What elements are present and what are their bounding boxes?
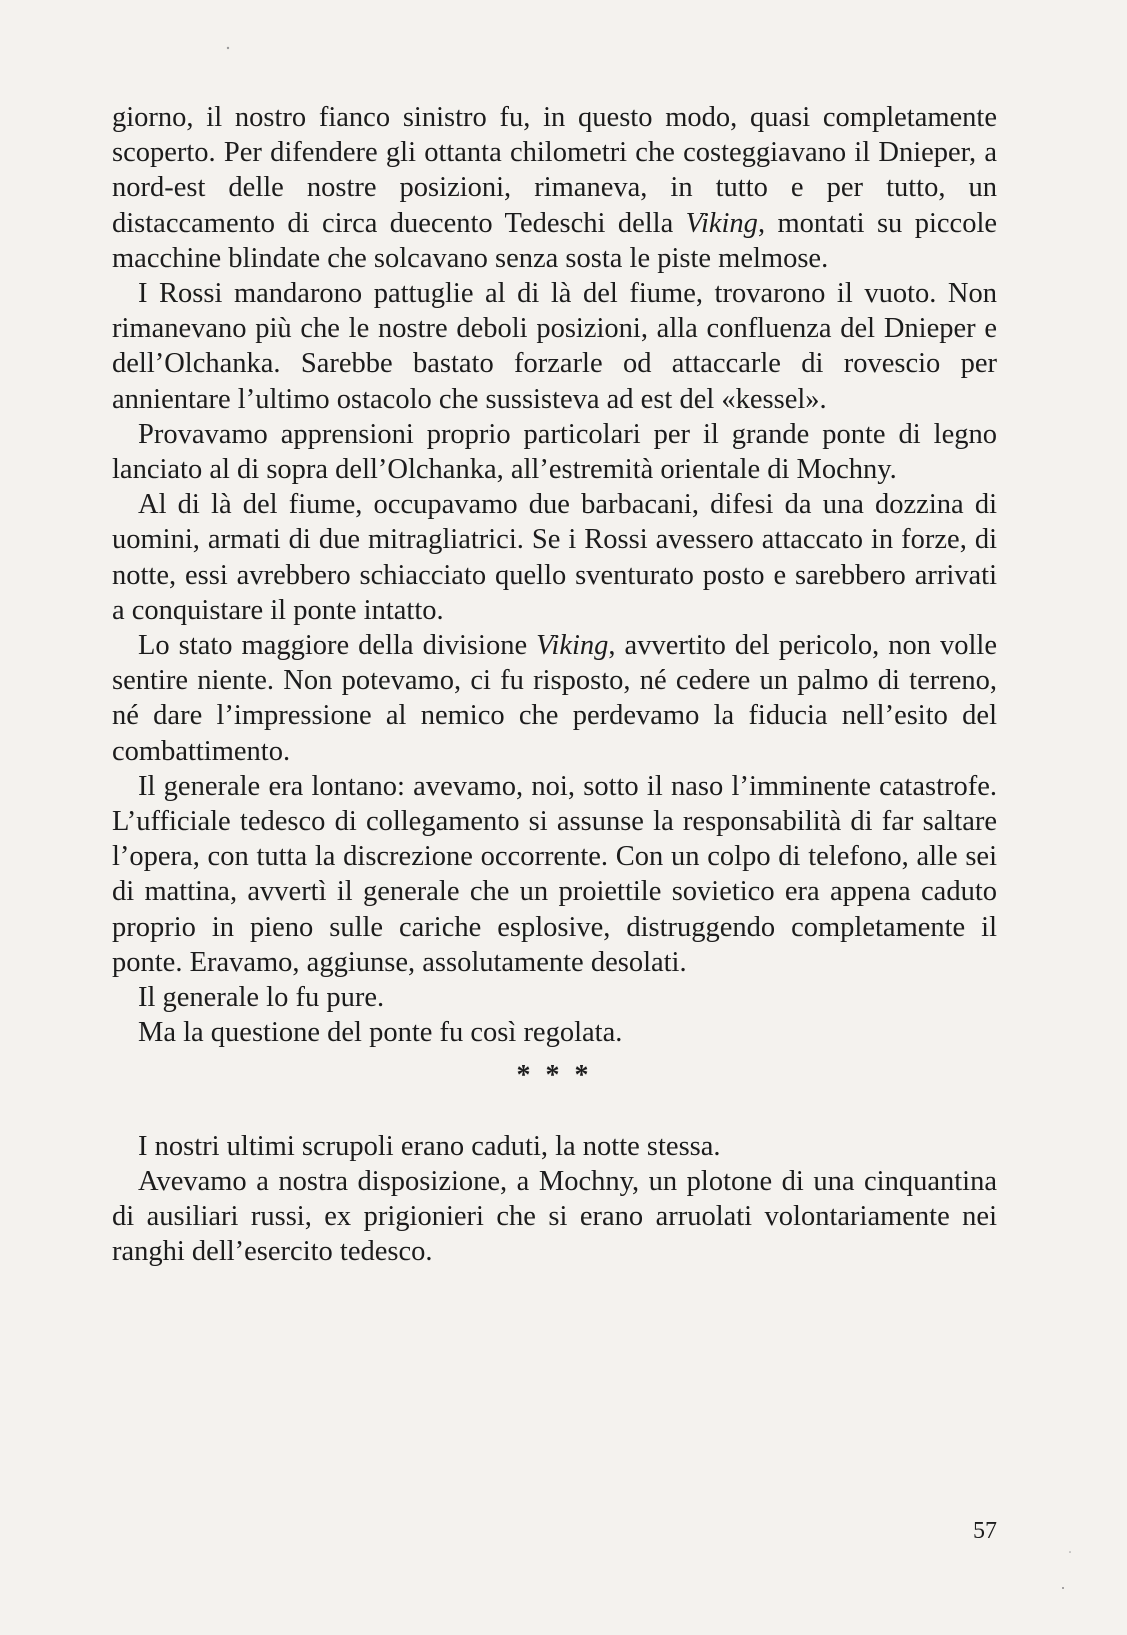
paragraph-text: Ma la questione del ponte fu così regolata.: [138, 1017, 623, 1049]
paragraph-3: [112, 417, 997, 487]
paragraph-text: I nostri ultimi scrupoli erano caduti, la notte stessa.: [138, 1130, 721, 1162]
section-separator: * * *: [516, 1060, 593, 1092]
paragraph-text: Al di là del fiume, occupavamo due barbacani, difesi da una dozzina di uomini, armati di due mitragliatrici. Se i Rossi avessero attaccato in forze, di notte, essi avrebbero schiacciato quello sventurato posto e sarebbero arrivati a conquistare il ponte intatto.: [112, 489, 997, 626]
paragraph-5: [112, 628, 997, 769]
italic-term: Viking: [685, 207, 758, 239]
speck: [227, 47, 229, 49]
paragraph-2: [112, 276, 997, 417]
page-body: [112, 100, 997, 1270]
speck: [1062, 1587, 1064, 1589]
speck: [1069, 1551, 1071, 1553]
paragraph-6: [112, 769, 997, 980]
paragraph-text: I Rossi mandarono pattuglie al di là del fiume, trovarono il vuoto. Non rimanevano più che le nostre deboli posizioni, alla confluenza del Dnieper e dell’Olchanka. Sarebbe bastato forzarle od attaccarle di rovescio per annientare l’ultimo ostacolo che sussisteva ad est del «kessel».: [112, 278, 997, 415]
paragraph-text: Il generale lo fu pure.: [138, 982, 385, 1014]
paragraph-text: Lo stato maggiore della divisione Viking, avvertito del pericolo, non volle sentire niente. Non potevamo, ci fu risposto, né cedere un palmo di terreno, né dare l’impressione al nemico che perdevamo la fiducia nell’esito del combattimento.: [112, 630, 997, 767]
paragraph-1: [112, 100, 997, 276]
paragraph-text: Provavamo apprensioni proprio particolari per il grande ponte di legno lanciato al di sopra dell’Olchanka, all’estremità orientale di Mochny.: [112, 418, 997, 486]
paragraph-7: [112, 980, 997, 1015]
paragraph-text: Avevamo a nostra disposizione, a Mochny, un plotone di una cinquantina di ausiliari russi, ex prigionieri che si erano arruolati volontariamente nei ranghi dell’esercito tedesco.: [112, 1165, 997, 1268]
paragraph-text: Il generale era lontano: avevamo, noi, sotto il naso l’imminente catastrofe. L’ufficiale tedesco di collegamento si assunse la responsabilità di far saltare l’opera, con tutta la discrezione occorrente. Con un colpo di telefono, alle sei di mattina, avvertì il generale che un proiettile sovietico era appena caduto proprio in pieno sulle cariche esplosive, distruggendo completamente il ponte. Eravamo, aggiunse, assolutamente desolati.: [112, 770, 997, 978]
paragraph-4: [112, 487, 997, 628]
paragraph-10: [112, 1164, 997, 1270]
paragraph-8: [112, 1015, 997, 1050]
page-number: 57: [973, 1518, 997, 1544]
paragraph-9: [112, 1129, 997, 1164]
italic-term: Viking: [536, 630, 609, 662]
paragraph-text: giorno, il nostro fianco sinistro fu, in questo modo, quasi completamente scoperto. Per difendere gli ottanta chilometri che costeggiavano il Dnieper, a nord-est delle nostre posizioni, rimaneva, in tutto e per tutto, un distaccamento di circa duecento Tedeschi della Viking, montati su piccole macchine blindate che solcavano senza sosta le piste melmose.: [112, 102, 998, 274]
